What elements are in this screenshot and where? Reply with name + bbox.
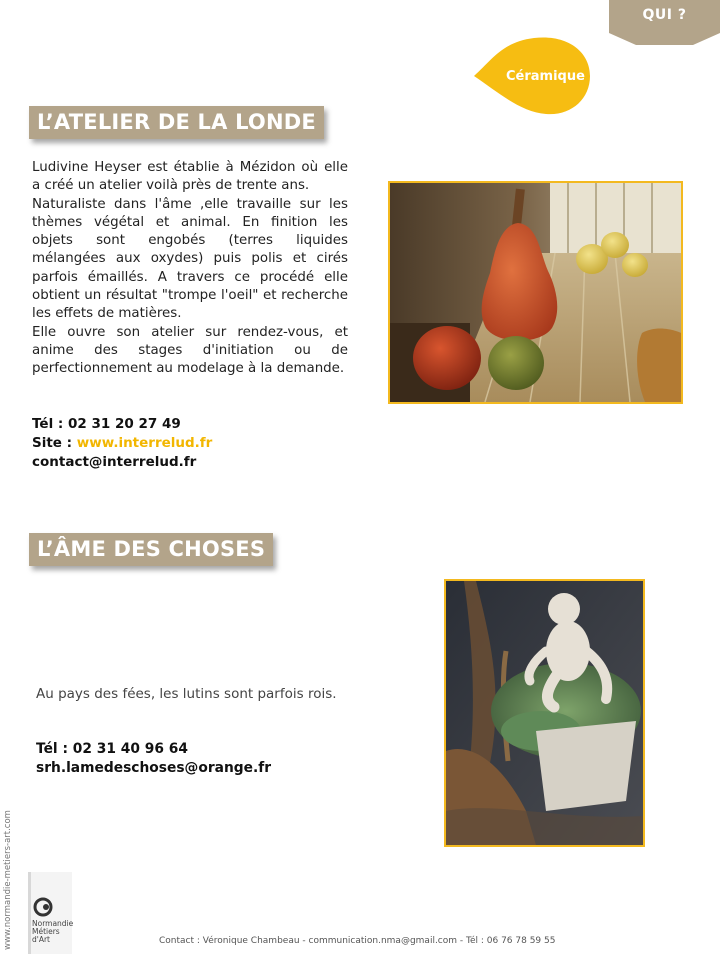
footer-contact: Contact : Véronique Chambeau - communication.nma@gmail.com - Tél : 06 76 78 59 55 [159, 936, 556, 946]
sculpture-figure-photo [444, 579, 645, 847]
sculpture-figure-image [446, 581, 643, 845]
section1-site-label: Site : [32, 435, 77, 451]
logo-line: d'Art [32, 935, 50, 944]
side-website-url: www.normandie-metiers-art.com [3, 810, 13, 950]
section1-site-row [32, 434, 212, 453]
section2-email[interactable]: srh.lamedeschoses@orange.fr [36, 760, 272, 776]
category-label: Céramique [506, 69, 585, 84]
category-badge [472, 34, 594, 116]
section1-contact [32, 415, 212, 472]
normandie-metiers-art-logo [26, 872, 74, 954]
section1-phone: Tél : 02 31 20 27 49 [32, 416, 181, 432]
qui-tab-label: QUI ? [642, 7, 687, 23]
section-title-atelier: L’ATELIER DE LA LONDE [29, 106, 324, 139]
section1-email[interactable]: contact@interrelud.fr [32, 454, 197, 470]
section1-paragraph: Ludivine Heyser est établie à Mézidon où elle a créé un atelier voilà près de trente ans. [32, 160, 348, 194]
section2-phone: Tél : 02 31 40 96 64 [36, 741, 189, 757]
qui-tab[interactable] [609, 0, 720, 44]
ceramic-pear-apples-image [390, 183, 681, 402]
section2-contact [36, 740, 271, 778]
section1-site-link[interactable]: www.interrelud.fr [76, 435, 213, 451]
section-title-ame-des-choses: L’ÂME DES CHOSES [29, 533, 273, 566]
logo-line: Métiers [32, 927, 60, 936]
section2-tagline: Au pays des fées, les lutins sont parfois rois. [36, 686, 337, 702]
logo-line: Normandie [32, 919, 74, 928]
section1-description [32, 159, 348, 379]
ceramic-pear-apples-photo [388, 181, 683, 404]
section1-paragraph: Naturaliste dans l'âme ,elle travaille sur les thèmes végétal et animal. En finition les objets sont engobés (terres liquides mélangées aux oxydes) puis polis et cirés parfois émaillés. A travers ce procédé elle obtient un résultat "trompe l'oeil" et recherche les effets de matières. [32, 196, 348, 322]
section1-paragraph: Elle ouvre son atelier sur rendez-vous, et anime des stages d'initiation ou de perfectionnement au modelage à la demande. [32, 324, 348, 377]
logo-text [32, 920, 73, 944]
